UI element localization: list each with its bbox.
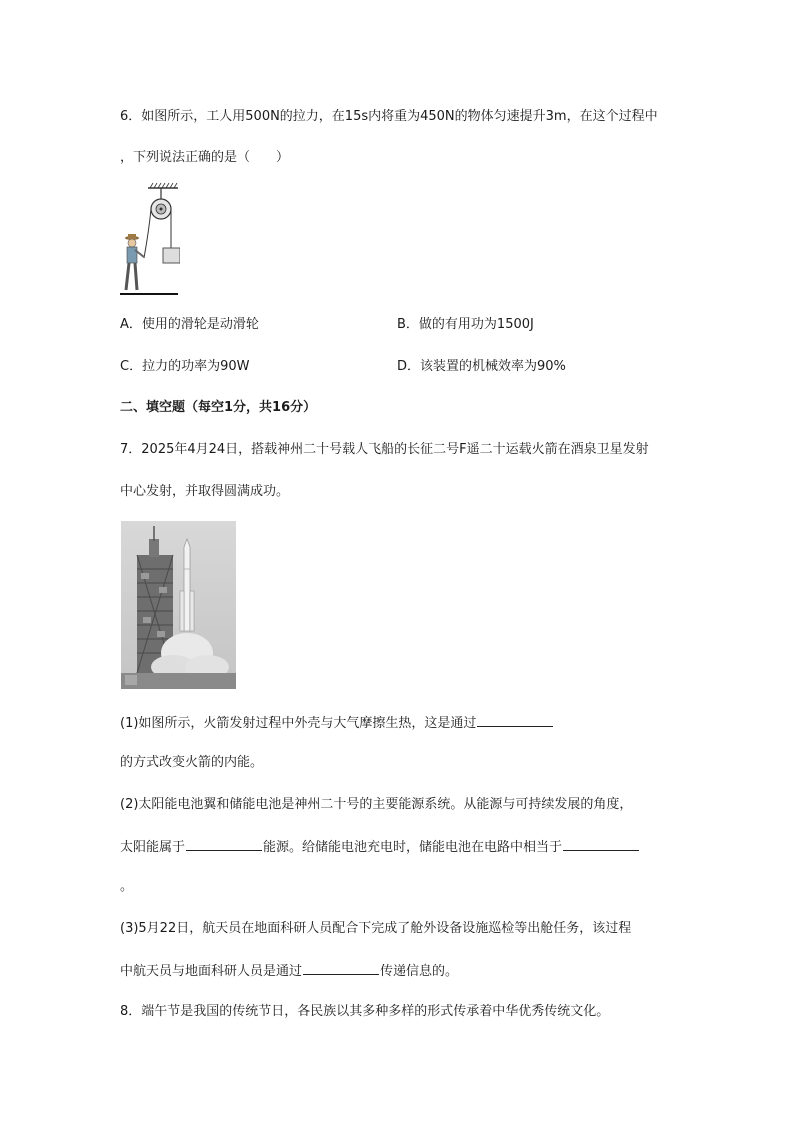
q8-stem-line1: 8．端午节是我国的传统节日，各民族以其多种多样的形式传承着中华优秀传统文化。 bbox=[120, 1004, 610, 1019]
q6-option-a: A．使用的滑轮是动滑轮 bbox=[120, 317, 259, 332]
q6-option-b: B．做的有用功为1500J bbox=[397, 317, 534, 332]
q6-option-c: C．拉力的功率为90W bbox=[120, 359, 250, 374]
q7-part2-line3: 。 bbox=[120, 879, 134, 894]
answer-blank-4[interactable] bbox=[303, 960, 379, 975]
q7-part1-line2: 的方式改变火箭的内能。 bbox=[120, 755, 264, 770]
q7-part1-text: (1)如图所示，火箭发射过程中外壳与大气摩擦生热，这是通过 bbox=[120, 716, 477, 731]
rocket-launch-photo bbox=[121, 521, 236, 689]
pulley-figure bbox=[120, 180, 180, 300]
q7-part2-text-a: 太阳能属于 bbox=[120, 840, 186, 855]
q7-part3-line1: (3)5月22日，航天员在地面科研人员配合下完成了舱外设备设施巡检等出舱任务，该过程 bbox=[120, 921, 632, 936]
q7-part2-line2 bbox=[120, 836, 640, 858]
q7-part3-text-a: 中航天员与地面科研人员是通过 bbox=[120, 964, 303, 979]
q7-stem-line2: 中心发射，并取得圆满成功。 bbox=[120, 484, 290, 499]
answer-blank-3[interactable] bbox=[563, 836, 639, 851]
q7-part3-text-b: 传递信息的。 bbox=[380, 964, 459, 979]
q7-part2-line1: (2)太阳能电池翼和储能电池是神州二十号的主要能源系统。从能源与可持续发展的角度， bbox=[120, 797, 633, 812]
q7-stem-line1: 7．2025年4月24日，搭载神州二十号载人飞船的长征二号F遥二十运载火箭在酒泉卫星发射 bbox=[120, 442, 649, 457]
q7-part2-text-b: 能源。给储能电池充电时，储能电池在电路中相当于 bbox=[263, 840, 563, 855]
q6-stem-line2: ，下列说法正确的是（ ） bbox=[120, 150, 290, 165]
answer-blank-2[interactable] bbox=[186, 836, 262, 851]
q6-stem-line1: 6．如图所示，工人用500N的拉力，在15s内将重为450N的物体匀速提升3m，在这个过程中 bbox=[120, 109, 658, 124]
section-title: 二、填空题（每空1分，共16分） bbox=[120, 400, 317, 415]
q6-option-d: D．该装置的机械效率为90% bbox=[397, 359, 566, 374]
q7-part3-line2 bbox=[120, 960, 458, 982]
answer-blank-1[interactable] bbox=[477, 712, 553, 727]
q7-part1-line1 bbox=[120, 712, 554, 734]
